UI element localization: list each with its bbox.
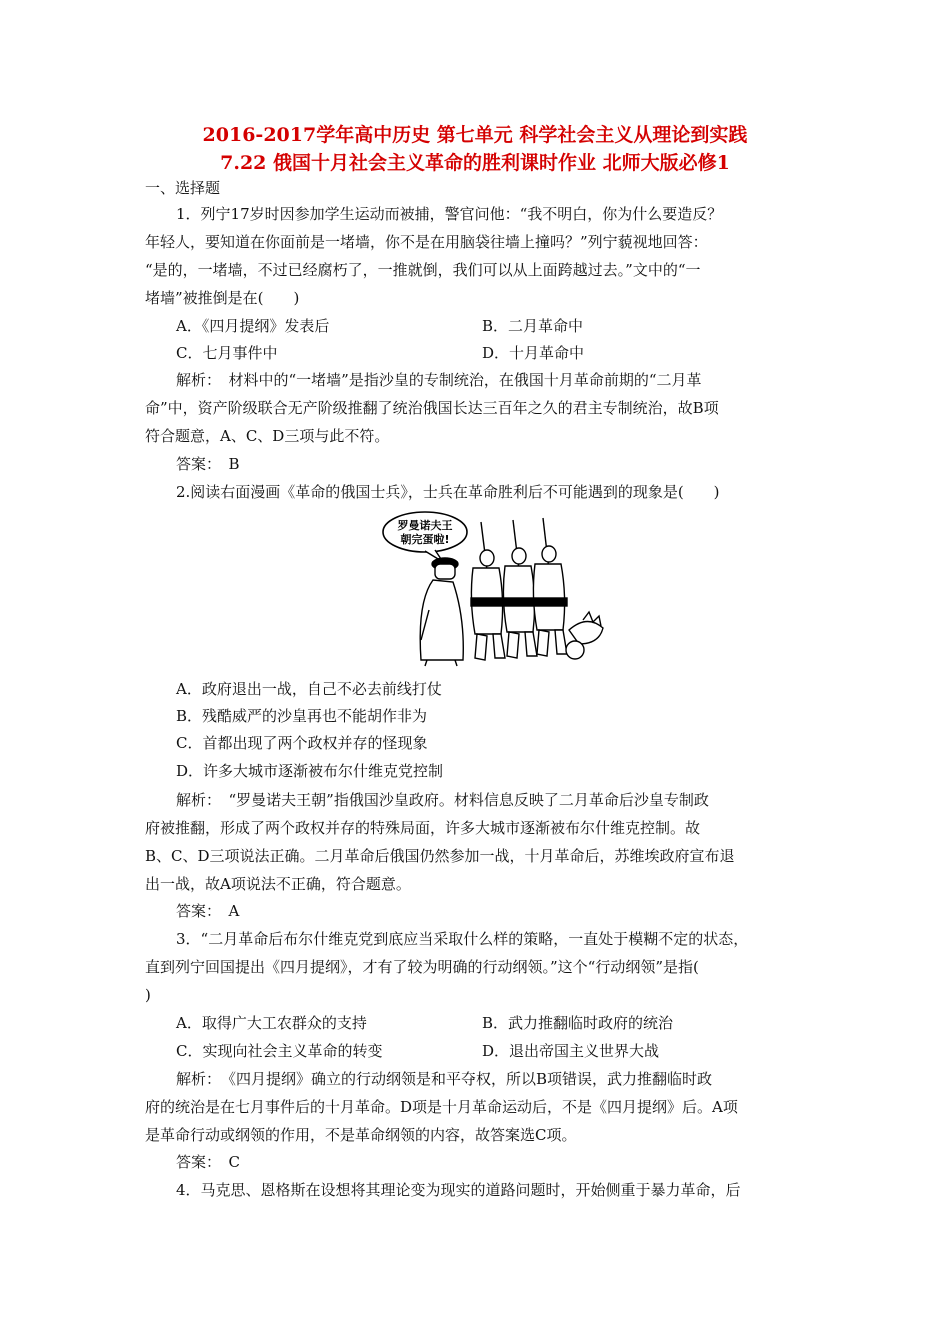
q3-stem-line-3: ) [145,986,151,1004]
q3-stem-line-2: 直到列宁回国提出《四月提纲》，才有了较为明确的行动纲领。”这个“行动纲领”是指( [145,958,699,976]
q3-option-d: D．退出帝国主义世界大战 [482,1042,660,1060]
q3-option-b: B．武力推翻临时政府的统治 [482,1014,674,1032]
q1-analysis-line-2: 命”中，资产阶级联合无产阶级推翻了统治俄国长达三百年之久的君主专制统治，故B项 [145,399,719,417]
q3-option-c: C．实现向社会主义革命的转变 [176,1042,383,1060]
q1-stem-line-2: 年轻人，要知道在你面前是一堵墙，你不是在用脑袋往墙上撞吗？”列宁藐视地回答： [145,233,708,251]
bubble-text-line-1: 罗曼诺夫王 [397,519,453,532]
q3-answer: 答案： C [176,1153,240,1171]
q2-analysis-line-2: 府被推翻，形成了两个政权并存的特殊局面，许多大城市逐渐被布尔什维克控制。故 [145,819,701,837]
q2-option-c: C．首都出现了两个政权并存的怪现象 [176,734,428,752]
q3-option-a: A．取得广大工农群众的支持 [176,1014,367,1032]
q2-analysis-line-4: 出一战，故A项说法不正确，符合题意。 [145,875,411,893]
bubble-text-line-2: 朝完蛋啦! [400,533,450,546]
q3-stem-line-1: 3．“二月革命后布尔什维克党到底应当采取什么样的策略，一直处于模糊不定的状态， [176,930,749,948]
q1-answer: 答案： B [176,455,240,473]
q1-stem-line-3: “是的，一堵墙，不过已经腐朽了，一推就倒，我们可以从上面跨越过去。”文中的“一 [145,261,701,279]
q1-option-a: A．《四月提纲》发表后 [176,317,330,335]
soldiers-figures [471,518,567,660]
q1-option-d: D．十月革命中 [482,344,585,362]
soldiers-cartoon-image [373,510,605,668]
doc-title-line-2: 7.22 俄国十月社会主义革命的胜利课时作业 北师大版必修1 [220,152,730,174]
section-heading: 一、选择题 [145,179,221,197]
q2-stem: 2.阅读右面漫画《革命的俄国士兵》，士兵在革命胜利后不可能遇到的现象是( ) [176,483,720,501]
q1-stem-line-1: 1．列宁17岁时因参加学生运动而被捕，警官问他：“我不明白，你为什么要造反？ [176,205,723,223]
doc-title-line-1: 2016-2017学年高中历史 第七单元 科学社会主义从理论到实践 [202,124,748,146]
fallen-crown-drawing [566,612,603,659]
q2-answer: 答案： A [176,902,240,920]
q2-option-a: A．政府退出一战，自己不必去前线打仗 [176,680,442,698]
q1-analysis-line-3: 符合题意，A、C、D三项与此不符。 [145,427,390,445]
q4-stem-line-1: 4．马克思、恩格斯在设想将其理论变为现实的道路问题时，开始侧重于暴力革命，后 [176,1181,741,1199]
q3-analysis-line-1: 解析： 《四月提纲》确立的行动纲领是和平夺权，所以B项错误，武力推翻临时政 [176,1070,713,1088]
q1-stem-line-4: 堵墙”被推倒是在( ) [145,289,300,307]
q2-option-d: D．许多大城市逐渐被布尔什维克党控制 [176,762,444,780]
q3-analysis-line-2: 府的统治是在七月事件后的十月革命。D项是十月革命运动后，不是《四月提纲》后。A项 [145,1098,738,1116]
q1-analysis-line-1: 解析： 材料中的“一堵墙”是指沙皇的专制统治，在俄国十月革命前期的“二月革 [176,371,702,389]
q2-option-b: B．残酷威严的沙皇再也不能胡作非为 [176,707,428,725]
q2-analysis-line-3: B、C、D三项说法正确。二月革命后俄国仍然参加一战，十月革命后，苏维埃政府宣布退 [145,847,735,865]
q1-option-b: B．二月革命中 [482,317,584,335]
q3-analysis-line-3: 是革命行动或纲领的作用，不是革命纲领的内容，故答案选C项。 [145,1126,577,1144]
q1-option-c: C．七月事件中 [176,344,278,362]
officer-figure [420,558,463,666]
q2-analysis-line-1: 解析： “罗曼诺夫王朝”指俄国沙皇政府。材料信息反映了二月革命后沙皇专制政 [176,791,709,809]
